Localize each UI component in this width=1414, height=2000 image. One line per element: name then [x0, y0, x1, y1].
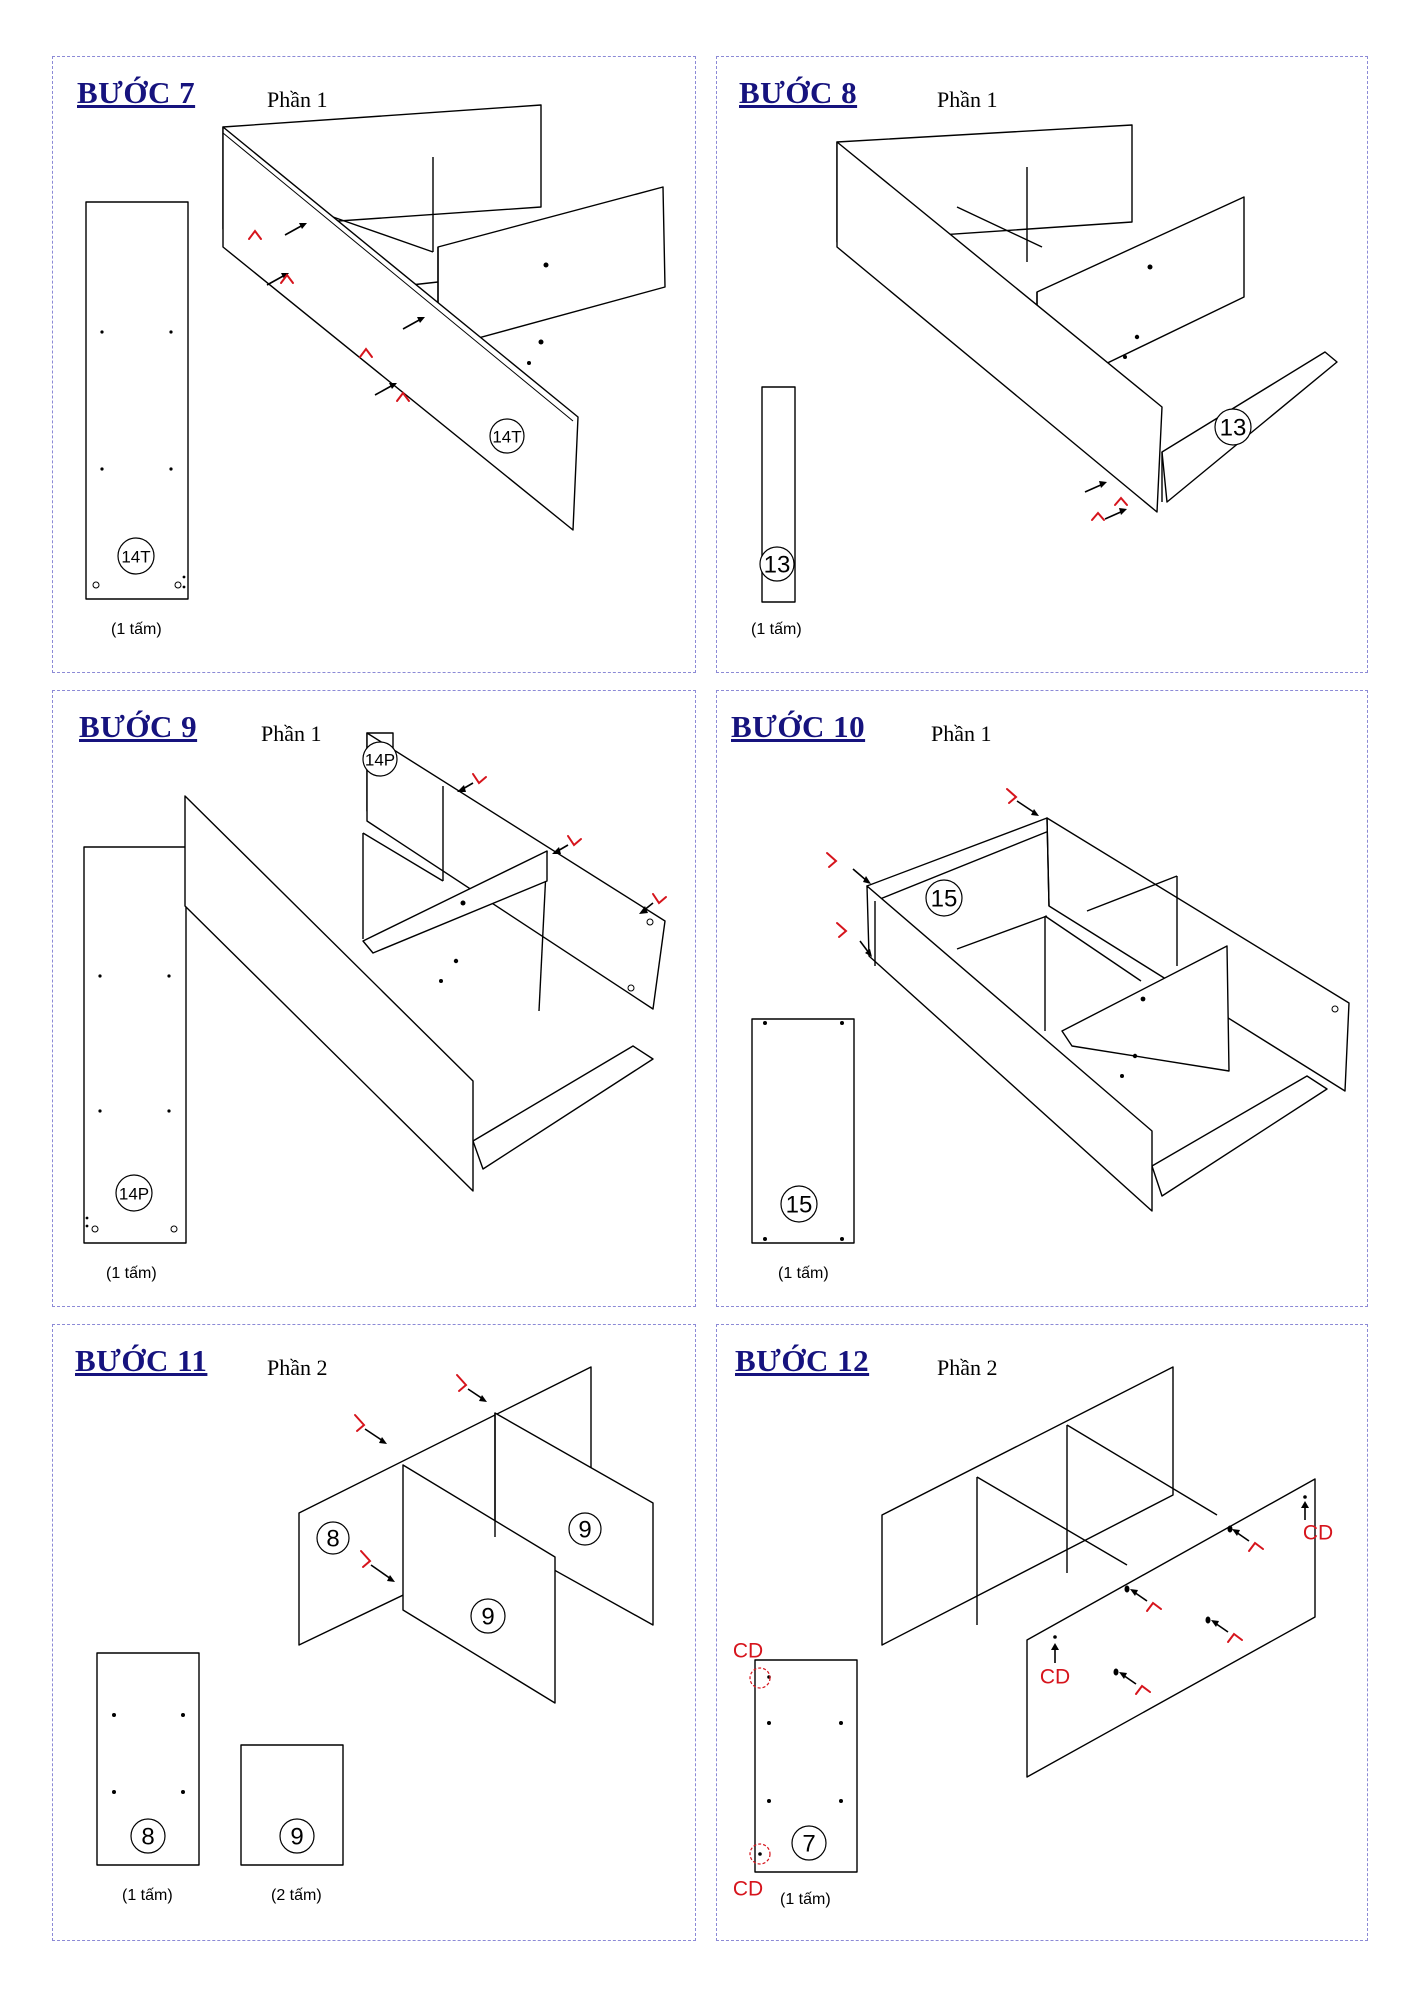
step-8-qty: (1 tấm) [751, 621, 802, 638]
cd-label-right: CD [1302, 1521, 1334, 1545]
model-label-15: 15 [930, 885, 958, 913]
step-12-panel [716, 1324, 1368, 1941]
step-9-part: Phần 1 [261, 721, 322, 746]
step-7-title: BƯỚC 7 [77, 75, 196, 110]
part-label-14P: 14P [118, 1184, 150, 1204]
step-9-qty: (1 tấm) [106, 1265, 157, 1282]
step-10-part: Phần 1 [931, 721, 992, 746]
part-label-8: 8 [141, 1823, 155, 1851]
part-label-9: 9 [290, 1823, 304, 1851]
step-11-panel [52, 1324, 696, 1941]
step-11-qty-8: (1 tấm) [122, 1887, 173, 1904]
part-label-7: 7 [802, 1830, 816, 1858]
step-11-drawing [53, 1325, 697, 1942]
step-10-drawing [717, 691, 1369, 1308]
model-label-14P: 14P [364, 750, 396, 770]
step-8-part: Phần 1 [937, 87, 998, 112]
arrow-icon [1085, 481, 1127, 519]
part-label-13: 13 [763, 551, 791, 579]
model-label-8: 8 [326, 1525, 340, 1553]
step-7-panel [52, 56, 696, 673]
step-12-title: BƯỚC 12 [735, 1343, 870, 1378]
step-10-title: BƯỚC 10 [731, 709, 866, 744]
step-9-drawing [53, 691, 697, 1308]
step-10-panel [716, 690, 1368, 1307]
step-11-qty-9: (2 tấm) [271, 1887, 322, 1904]
step-9-panel [52, 690, 696, 1307]
step-8-title: BƯỚC 8 [739, 75, 858, 110]
cd-label-bottom: CD [732, 1877, 764, 1901]
step-7-part: Phần 1 [267, 87, 328, 112]
step-12-part: Phần 2 [937, 1355, 998, 1380]
cd-label-top: CD [732, 1639, 764, 1663]
model-label-14T: 14T [492, 427, 522, 447]
step-8-panel [716, 56, 1368, 673]
model-label-9a: 9 [578, 1516, 592, 1544]
step-9-title: BƯỚC 9 [79, 709, 198, 744]
step-12-qty: (1 tấm) [780, 1891, 831, 1908]
step-7-drawing [53, 57, 697, 674]
step-10-qty: (1 tấm) [778, 1265, 829, 1282]
cd-label-left: CD [1039, 1665, 1071, 1689]
part-label-15: 15 [785, 1191, 813, 1219]
step-11-title: BƯỚC 11 [75, 1343, 208, 1378]
step-8-drawing [717, 57, 1369, 674]
step-11-part: Phần 2 [267, 1355, 328, 1380]
step-12-drawing [717, 1325, 1369, 1942]
red-chevron-icon [827, 789, 1016, 937]
model-label-9b: 9 [481, 1603, 495, 1631]
model-label-13: 13 [1219, 414, 1247, 442]
part-label-14T: 14T [121, 547, 151, 567]
step-7-qty: (1 tấm) [111, 621, 162, 638]
